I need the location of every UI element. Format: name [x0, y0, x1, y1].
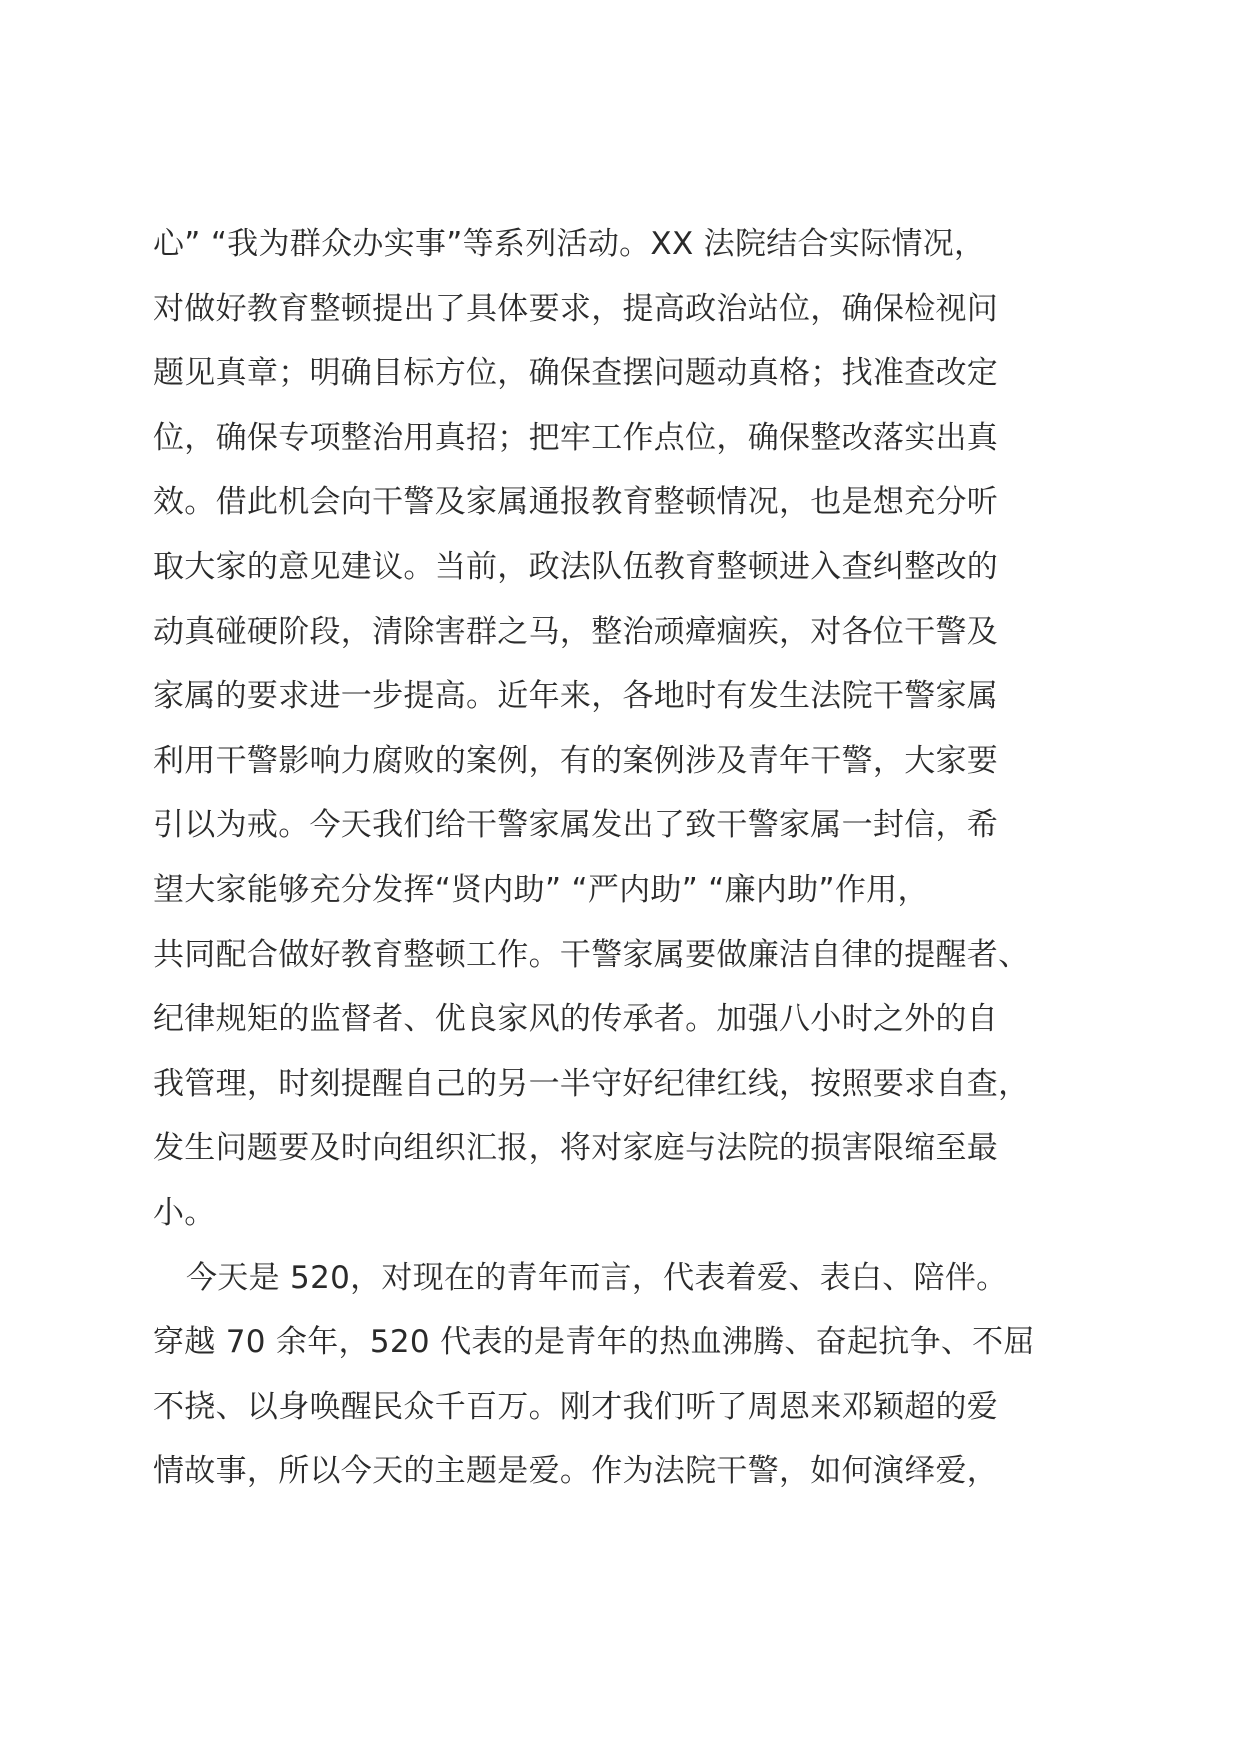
text-line: 穿越 70 余年，520 代表的是青年的热血沸腾、奋起抗争、不屈	[153, 1324, 1035, 1361]
text-line: 利用干警影响力腐败的案例，有的案例涉及青年干警，大家要	[153, 742, 999, 779]
text-line: 我管理，时刻提醒自己的另一半守好纪律红线，按照要求自查，	[153, 1065, 1030, 1102]
text-line: 心” “我为群众办实事”等系列活动。XX 法院结合实际情况，	[153, 226, 986, 262]
text-line: 家属的要求进一步提高。近年来，各地时有发生法院干警家属	[153, 678, 999, 715]
text-line: 位，确保专项整治用真招；把牢工作点位，确保整改落实出真	[153, 419, 999, 456]
text-line: 引以为戒。今天我们给干警家属发出了致干警家属一封信，希	[153, 807, 999, 844]
text-line: 取大家的意见建议。当前，政法队伍教育整顿进入查纠整改的	[153, 548, 999, 585]
text-line: 共同配合做好教育整顿工作。干警家属要做廉洁自律的提醒者、	[153, 936, 1030, 973]
paragraph-1	[153, 212, 1113, 1246]
text-line: 效。借此机会向干警及家属通报教育整顿情况，也是想充分听	[153, 484, 999, 521]
text-line: 不挠、以身唤醒民众千百万。刚才我们听了周恩来邓颖超的爱	[153, 1388, 999, 1425]
text-line: 望大家能够充分发挥“贤内助” “严内助” “廉内助”作用，	[153, 871, 929, 908]
text-line: 小。	[153, 1194, 216, 1231]
text-line: 今天是 520，对现在的青年而言，代表着爱、表白、陪伴。	[186, 1259, 1008, 1296]
text-line: 发生问题要及时向组织汇报，将对家庭与法院的损害限缩至最	[153, 1130, 999, 1167]
text-line: 纪律规矩的监督者、优良家风的传承者。加强八小时之外的自	[153, 1001, 999, 1038]
body-text	[153, 212, 1113, 1504]
paragraph-2	[153, 1246, 1113, 1504]
text-line: 动真碰硬阶段，清除害群之马，整治顽瘴痼疾，对各位干警及	[153, 613, 999, 650]
text-line: 对做好教育整顿提出了具体要求，提高政治站位，确保检视问	[153, 290, 999, 327]
text-line: 题见真章；明确目标方位，确保查摆问题动真格；找准查改定	[153, 355, 999, 392]
text-line: 情故事，所以今天的主题是爱。作为法院干警，如何演绎爱，	[153, 1453, 999, 1490]
